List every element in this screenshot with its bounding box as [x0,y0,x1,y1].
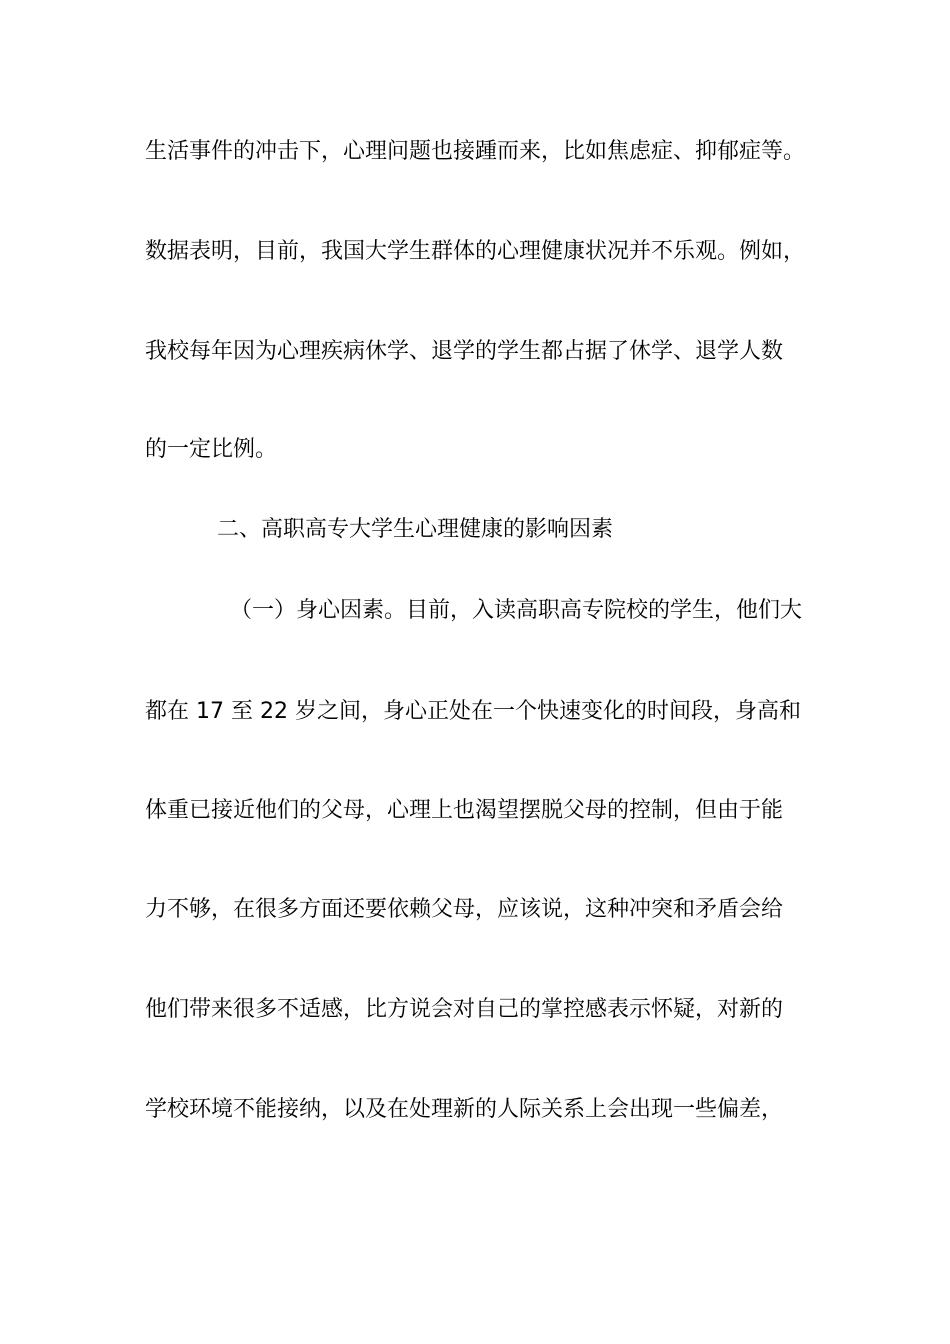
paragraph-line: 学校环境不能接纳，以及在处理新的人际关系上会出现一些偏差， [145,1097,784,1122]
paragraph-line: 他们带来很多不适感，比方说会对自己的掌控感表示怀疑，对新的 [145,997,784,1022]
paragraph-line: 都在 17 至 22 岁之间，身心正处在一个快速变化的时间段，身高和 [145,699,801,724]
paragraph-line: 力不够，在很多方面还要依赖父母，应该说，这种冲突和矛盾会给 [145,897,784,922]
paragraph-line: 我校每年因为心理疾病休学、退学的学生都占据了休学、退学人数 [145,339,784,364]
paragraph-line: 数据表明，目前，我国大学生群体的心理健康状况并不乐观。例如， [145,239,806,264]
subsection-line: （一）身心因素。目前，入读高职高专院校的学生，他们大 [230,598,803,623]
paragraph-line: 生活事件的冲击下，心理问题也接踵而来，比如焦虑症、抑郁症等。 [145,139,806,164]
paragraph-line: 体重已接近他们的父母，心理上也渴望摆脱父母的控制，但由于能 [145,798,784,823]
paragraph-line: 的一定比例。 [145,437,278,462]
section-heading: 二、高职高专大学生心理健康的影响因素 [217,517,614,542]
